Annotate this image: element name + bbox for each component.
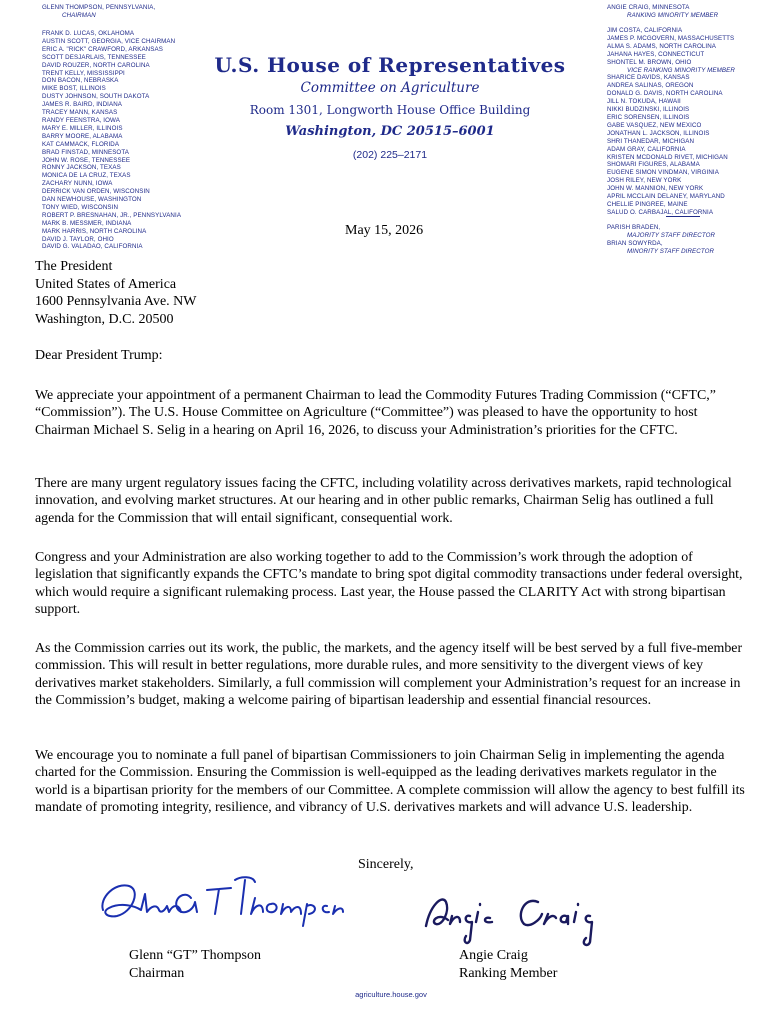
committee-member: SHOMARI FIGURES, ALABAMA <box>607 161 700 169</box>
committee-member: MARK HARRIS, NORTH CAROLINA <box>42 227 147 235</box>
footer-url: agriculture.house.gov <box>355 990 427 999</box>
committee-member: RANDY FEENSTRA, IOWA <box>42 116 120 124</box>
body-paragraph: As the Commission carries out its work, the public, the markets, and the agency itself will be best served by a full five-member commission. This will result in better regulations, more durable rules, and more sensitivity to the divergent views of key derivatives market stakeholders. Similarly, a full commission will complement your Administration’s request for an increase in the Commission’s budget, making a welcome pairing of bipartisan leadership and essential financial resources. <box>35 641 743 708</box>
committee-member: DAN NEWHOUSE, WASHINGTON <box>42 196 142 204</box>
committee-member: ROBERT P. BRESNAHAN, JR., PENNSYLVANIA <box>42 211 182 219</box>
committee-name: Committee on Agriculture <box>300 80 480 96</box>
ranking-member-block <box>607 4 718 20</box>
committee-member: JOHN W. MANNION, NEW YORK <box>607 185 704 193</box>
committee-member: JILL N. TOKUDA, HAWAII <box>607 98 681 106</box>
committee-member: JAMES P. MCGOVERN, MASSACHUSETTS <box>607 34 735 42</box>
signer-title: Ranking Member <box>459 966 558 981</box>
committee-member: SHRI THANEDAR, MICHIGAN <box>607 137 695 145</box>
committee-member: SHONTEL M. BROWN, OHIO <box>607 58 692 66</box>
ranking-member-name: ANGIE CRAIG, MINNESOTA <box>607 4 690 11</box>
staff-role: MINORITY STAFF DIRECTOR <box>627 247 715 255</box>
committee-member: DERRICK VAN ORDEN, WISCONSIN <box>42 188 150 196</box>
recipient-line: United States of America <box>35 276 177 292</box>
committee-member: MARK B. MESSMER, INDIANA <box>42 219 132 227</box>
office-phone: (202) 225–2171 <box>352 149 428 161</box>
signer-name: Angie Craig <box>459 948 528 963</box>
staff-divider <box>666 216 700 217</box>
ranking-member-role: RANKING MINORITY MEMBER <box>627 11 719 19</box>
body-paragraph: Congress and your Administration are also working together to add to the Commission’s work through the adoption of legislation that significantly expands the CFTC’s mandate to bring spot digital commodity transactions under federal oversight, which would require a significant rulemaking process. Last year, the House passed the CLARITY Act with strong bipartisan support. <box>35 550 743 617</box>
committee-member: JONATHAN L. JACKSON, ILLINOIS <box>607 129 710 137</box>
committee-member: JOHN W. ROSE, TENNESSEE <box>42 156 131 164</box>
committee-member: APRIL MCCLAIN DELANEY, MARYLAND <box>607 193 725 201</box>
committee-member: DUSTY JOHNSON, SOUTH DAKOTA <box>42 93 150 101</box>
body-paragraph: We appreciate your appointment of a permanent Chairman to lead the Commodity Futures Trading Commission (“CFTC,” “Commission”). The U.S. House Committee on Agriculture (“Committee”) was pleased to have the opportunity to host Chairman Michael S. Selig in a hearing on April 16, 2026, to discuss your Administration’s priorities for the CFTC. <box>35 388 716 438</box>
recipient-line: 1600 Pennsylvania Ave. NW <box>35 294 197 309</box>
recipient-line: The President <box>35 259 113 274</box>
committee-member: ADAM GRAY, CALIFORNIA <box>607 145 686 153</box>
chairman-role: CHAIRMAN <box>62 11 96 19</box>
committee-member: KAT CAMMACK, FLORIDA <box>42 140 120 148</box>
office-address: Room 1301, Longworth House Office Building <box>249 103 531 117</box>
committee-member: TONY WIED, WISCONSIN <box>42 203 119 211</box>
signer-name: Glenn “GT” Thompson <box>129 948 261 963</box>
committee-member: JOSH RILEY, NEW YORK <box>607 177 682 185</box>
signer-chairman <box>129 947 261 983</box>
majority-members-list <box>42 30 181 251</box>
committee-member: JAHANA HAYES, CONNECTICUT <box>607 50 705 58</box>
recipient-line: Washington, D.C. 20500 <box>35 311 174 327</box>
committee-member: ERIC A. "RICK" CRAWFORD, ARKANSAS <box>42 45 163 53</box>
signer-title: Chairman <box>129 966 185 981</box>
signature-craig-image <box>420 880 610 950</box>
body-paragraph: There are many urgent regulatory issues facing the CFTC, including volatility across derivatives markets, rapid technological innovation, and evolving market structures. At our hearing and in other public remarks, Chairman Selig has outlined a full agenda for the Commission that will entail significant, consequential work. <box>35 476 732 526</box>
committee-member: BRAD FINSTAD, MINNESOTA <box>42 148 129 156</box>
committee-member: JIM COSTA, CALIFORNIA <box>607 27 683 34</box>
committee-member: SCOTT DESJARLAIS, TENNESSEE <box>42 53 146 61</box>
committee-member: DON BACON, NEBRASKA <box>42 77 119 85</box>
committee-member: TRACEY MANN, KANSAS <box>42 109 118 117</box>
minority-members-list <box>607 27 735 217</box>
house-title: U.S. House of Representatives <box>214 53 566 77</box>
committee-member: ERIC SORENSEN, ILLINOIS <box>607 113 690 121</box>
committee-member: ZACHARY NUNN, IOWA <box>42 180 113 188</box>
committee-member: TRENT KELLY, MISSISSIPPI <box>42 69 125 77</box>
committee-member: RONNY JACKSON, TEXAS <box>42 164 121 172</box>
committee-member: ALMA S. ADAMS, NORTH CAROLINA <box>607 42 717 50</box>
staff-list <box>607 224 715 256</box>
committee-member: ANDREA SALINAS, OREGON <box>607 82 694 90</box>
committee-member: MIKE BOST, ILLINOIS <box>42 85 106 93</box>
signer-ranking-member <box>459 947 557 983</box>
body-paragraph: We encourage you to nominate a full panel of bipartisan Commissioners to join Chairman Selig in implementing the agenda charted for the Commission. Ensuring the Commission is well-equipped as the leading derivatives markets regulator in the world is a bipartisan priority for the members of our Committee. A complete commission will allow the agency to best fulfill its mandate of promoting integrity, resilience, and vibrancy of U.S. derivatives markets and will advance U.S. leadership. <box>35 748 745 815</box>
office-city: Washington, DC 20515–6001 <box>285 124 495 139</box>
committee-member: NIKKI BUDZINSKI, ILLINOIS <box>607 106 690 114</box>
chairman-name: GLENN THOMPSON, PENNSYLVANIA, <box>42 4 156 11</box>
committee-member: KRISTEN MCDONALD RIVET, MICHIGAN <box>607 153 728 161</box>
member-role: VICE RANKING MINORITY MEMBER <box>627 66 735 74</box>
committee-member: FRANK D. LUCAS, OKLAHOMA <box>42 30 135 37</box>
staff-name: PARISH BRADEN, <box>607 224 661 231</box>
closing: Sincerely, <box>358 857 414 872</box>
committee-member: DAVID G. VALADAO, CALIFORNIA <box>42 243 143 251</box>
committee-member: MARY E. MILLER, ILLINOIS <box>42 124 123 132</box>
committee-member: AUSTIN SCOTT, GEORGIA, VICE CHAIRMAN <box>42 37 176 45</box>
committee-member: SALUD O. CARBAJAL, CALIFORNIA <box>607 208 714 216</box>
chairman-block <box>42 4 155 20</box>
committee-member: BARRY MOORE, ALABAMA <box>42 132 123 140</box>
committee-member: MONICA DE LA CRUZ, TEXAS <box>42 172 131 180</box>
committee-member: CHELLIE PINGREE, MAINE <box>607 200 688 208</box>
committee-member: SHARICE DAVIDS, KANSAS <box>607 74 690 82</box>
staff-role: MAJORITY STAFF DIRECTOR <box>627 231 716 239</box>
staff-name: BRIAN SOWYRDA, <box>607 239 663 247</box>
committee-member: GABE VASQUEZ, NEW MEXICO <box>607 121 702 129</box>
committee-member: JAMES R. BAIRD, INDIANA <box>42 101 123 109</box>
salutation: Dear President Trump: <box>35 348 163 363</box>
committee-member: DAVID ROUZER, NORTH CAROLINA <box>42 61 150 69</box>
committee-member: DONALD G. DAVIS, NORTH CAROLINA <box>607 90 723 98</box>
committee-member: DAVID J. TAYLOR, OHIO <box>42 235 114 243</box>
signature-thompson-image <box>95 868 345 930</box>
committee-member: EUGENE SIMON VINDMAN, VIRGINIA <box>607 169 719 177</box>
recipient-address <box>35 258 197 328</box>
letter-date: May 15, 2026 <box>345 223 424 238</box>
